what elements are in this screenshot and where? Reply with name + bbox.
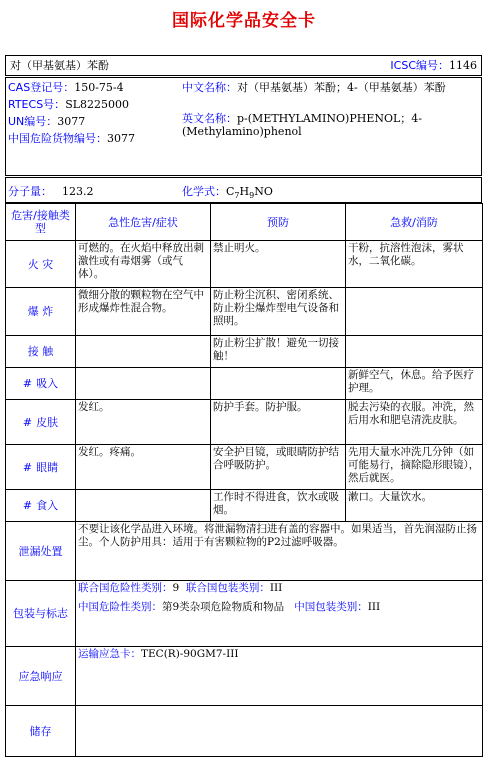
row-label-inhalation — [6, 368, 76, 400]
table-row — [6, 647, 483, 706]
formula-label: 化学式： — [182, 185, 226, 198]
icsc-label: ICSC编号： — [390, 59, 449, 72]
explosion-prevent: 防止粉尘沉积、密闭系统、防止粉尘爆炸型电气设备和照明。 — [211, 288, 346, 336]
cn-pack-group-value: III — [367, 601, 381, 613]
emergency-content — [76, 647, 483, 706]
inhalation-symptom — [76, 368, 211, 400]
row-label-ingestion — [6, 490, 76, 522]
formula-sub-9: 9 — [249, 191, 255, 201]
un-class-line — [78, 582, 480, 595]
transport-card-label: 运输应急卡： — [78, 648, 141, 660]
ingestion-label: 食入 — [36, 499, 59, 512]
mw-label: 分子量： — [8, 185, 52, 198]
rtecs-value: SL8225000 — [65, 98, 130, 111]
table-row — [6, 336, 483, 368]
un-pack-group-value: III — [269, 582, 283, 594]
cn-danger-value: 3077 — [107, 132, 135, 145]
cas-value: 150-75-4 — [74, 81, 124, 94]
header-type: 危害/接触类型 — [6, 204, 76, 241]
hazard-table — [5, 203, 483, 757]
table-row — [6, 445, 483, 490]
ingestion-aid: 漱口。大量饮水。 — [346, 490, 483, 522]
cn-pack-group-label: 中国包装类别： — [294, 601, 368, 613]
skin-aid: 脱去污染的衣服。冲洗，然后用水和肥皂清洗皮肤。 — [346, 400, 483, 445]
cn-name-label: 中文名称： — [182, 81, 237, 94]
header-aid: 急救/消防 — [346, 204, 483, 241]
table-row — [6, 368, 483, 400]
rtecs-label: RTECS号： — [8, 98, 66, 111]
row-label-eyes — [6, 445, 76, 490]
hazard-table-header — [6, 204, 483, 241]
mw-value: 123.2 — [62, 185, 94, 198]
spill-text: 不要让该化学品进入环境。将泄漏物清扫进有盖的容器中。如果适当，首先润湿防止扬尘。个人防护用具：适用于有害颗粒物的P2过滤呼吸器。 — [76, 522, 483, 581]
un-value: 3077 — [57, 115, 86, 128]
icsc-number — [390, 59, 477, 72]
skin-prevent: 防护手套。防护服。 — [211, 400, 346, 445]
eyes-aid: 先用大量水冲洗几分钟（如可能易行，摘除隐形眼镜），然后就医。 — [346, 445, 483, 490]
hash-icon: # — [22, 460, 33, 474]
eyes-prevent: 安全护目镜，或眼睛防护结合呼吸防护。 — [211, 445, 346, 490]
contact-aid — [346, 336, 483, 368]
cas-label: CAS登记号： — [8, 81, 75, 94]
en-name-value: p-(METHYLAMINO)PHENOL；4-(Methylamino)phenol — [182, 112, 423, 138]
row-label-explosion: 爆 炸 — [6, 288, 76, 336]
contact-symptom — [76, 336, 211, 368]
fire-aid: 干粉，抗溶性泡沫，雾状水，二氧化碳。 — [346, 241, 483, 288]
table-row — [6, 490, 483, 522]
packaging-label: 包装与标志 — [6, 581, 76, 647]
eyes-label: 眼睛 — [36, 460, 59, 474]
table-row — [6, 288, 483, 336]
explosion-aid — [346, 288, 483, 336]
un-hazard-class-label: 联合国危险性类别： — [78, 582, 173, 594]
names-column — [182, 81, 478, 138]
fire-symptom: 可燃的。在火焰中释放出刺激性或有毒烟雾（或气体）。 — [76, 241, 211, 288]
cn-name-value: 对（甲基氨基）苯酚；4-（甲基氨基）苯酚 — [237, 81, 446, 94]
formula-sub-7: 7 — [234, 191, 240, 201]
contact-prevent: 防止粉尘扩散！避免一切接触！ — [211, 336, 346, 368]
storage-label: 储存 — [6, 706, 76, 757]
chemical-formula — [182, 185, 273, 202]
inhalation-aid: 新鲜空气，休息。给予医疗护理。 — [346, 368, 483, 400]
eyes-symptom: 发红。疼痛。 — [76, 445, 211, 490]
un-label: UN编号： — [8, 115, 58, 128]
table-row — [6, 706, 483, 757]
inhalation-label: 吸入 — [36, 377, 59, 390]
header-prevent: 预防 — [211, 204, 346, 241]
row-label-skin — [6, 400, 76, 445]
table-row — [6, 522, 483, 581]
ids-column — [8, 81, 178, 145]
cn-hazard-class-label: 中国危险性类别： — [78, 601, 162, 613]
formula-bar — [5, 177, 482, 203]
inhalation-prevent — [211, 368, 346, 400]
storage-text — [76, 706, 483, 757]
row-label-fire: 火 灾 — [6, 241, 76, 288]
hash-icon: # — [22, 415, 33, 429]
explosion-symptom: 微细分散的颗粒物在空气中形成爆炸性混合物。 — [76, 288, 211, 336]
en-name-label: 英文名称： — [182, 112, 237, 125]
transport-card-value: TEC(R)-90GM7-III — [141, 648, 239, 660]
icsc-value: 1146 — [449, 59, 477, 72]
molecular-weight — [8, 185, 94, 198]
un-hazard-class-value: 9 — [172, 582, 180, 594]
spill-label: 泄漏处置 — [6, 522, 76, 581]
emergency-label: 应急响应 — [6, 647, 76, 706]
cn-class-line — [78, 601, 480, 614]
card-title: 国际化学品安全卡 — [172, 11, 316, 31]
ingestion-prevent: 工作时不得进食，饮水或吸烟。 — [211, 490, 346, 522]
hash-icon: # — [22, 499, 33, 512]
formula-c: C — [226, 185, 235, 198]
row-label-contact: 接 触 — [6, 336, 76, 368]
hash-icon: # — [22, 377, 33, 390]
un-pack-group-label: 联合国包装类别： — [185, 582, 270, 594]
cn-danger-label: 中国危险货物编号： — [8, 132, 107, 145]
table-row — [6, 581, 483, 647]
skin-symptom: 发红。 — [76, 400, 211, 445]
chem-name-bar — [5, 55, 482, 76]
chem-name: 对（甲基氨基）苯酚 — [10, 59, 109, 72]
formula-no: NO — [254, 185, 273, 198]
fire-prevent: 禁止明火。 — [211, 241, 346, 288]
packaging-content — [76, 581, 483, 647]
skin-label: 皮肤 — [36, 415, 59, 429]
formula-h: H — [239, 185, 250, 198]
ingestion-symptom — [76, 490, 211, 522]
cn-hazard-class-value: 第9类杂项危险物质和物品 — [162, 601, 285, 613]
table-row — [6, 400, 483, 445]
header-symptom: 急性危害/症状 — [76, 204, 211, 241]
table-row — [6, 241, 483, 288]
identifier-block — [5, 77, 482, 176]
